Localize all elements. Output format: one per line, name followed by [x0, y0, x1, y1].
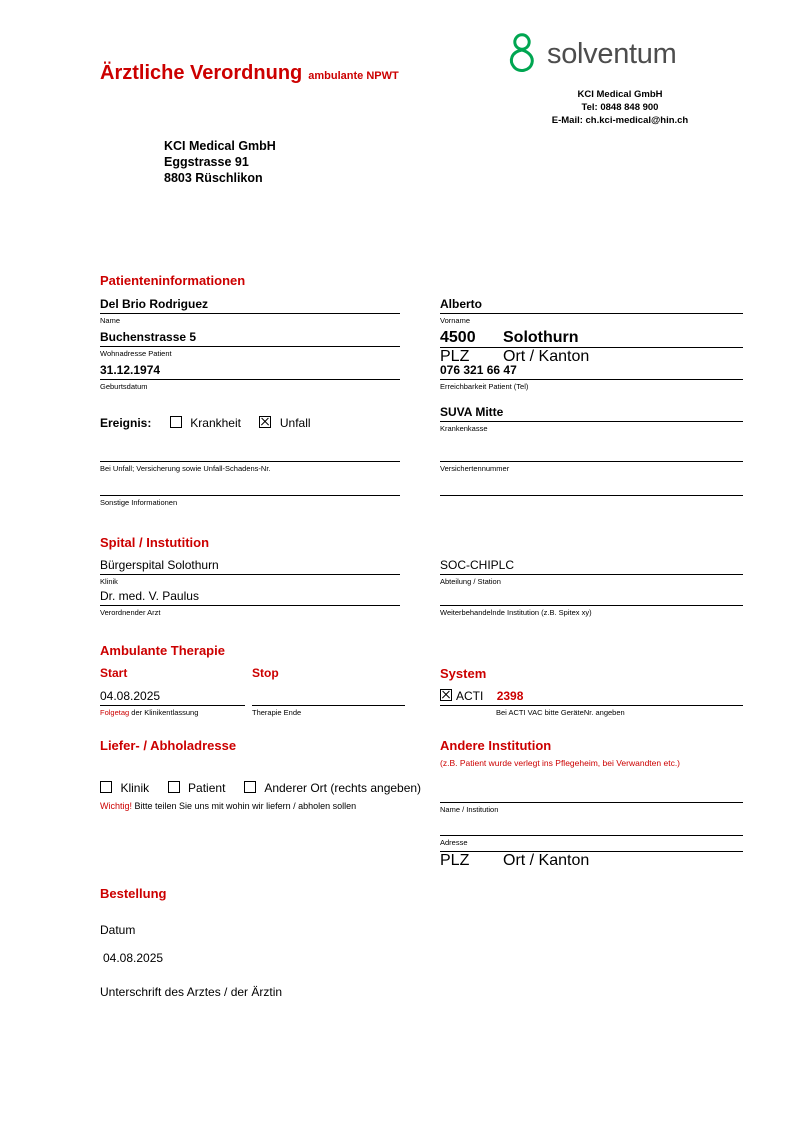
label-start: Start: [100, 666, 128, 680]
section-title-system: System: [440, 666, 487, 681]
delivery-options: [100, 779, 421, 797]
system-number[interactable]: 2398: [496, 689, 524, 703]
field-right-blank: [440, 478, 743, 496]
field-sonstige-informationen: [100, 478, 400, 508]
field-start: [100, 688, 245, 718]
checkbox-unfall[interactable]: [259, 416, 271, 428]
field-unfall-versicherung-value[interactable]: [100, 444, 400, 461]
delivery-note: [100, 801, 356, 811]
field-krankenkasse-value[interactable]: SUVA Mitte: [440, 405, 504, 419]
field-andere-adresse-value[interactable]: [440, 818, 743, 835]
field-andere-ort-caption: Ort / Kanton: [503, 852, 590, 869]
field-system-caption: Bei ACTI VAC bitte GeräteNr. angeben: [496, 708, 625, 717]
value-datum[interactable]: 04.08.2025: [103, 951, 164, 965]
contact-company: KCI Medical GmbH: [577, 89, 663, 100]
field-address-caption: Wohnadresse Patient: [100, 349, 172, 358]
label-krankheit: Krankheit: [190, 416, 241, 430]
company-contact: [470, 88, 770, 127]
field-plz-ort: [440, 329, 743, 366]
field-vorname-caption: Vorname: [440, 316, 471, 325]
checkbox-lieferung-patient[interactable]: [168, 781, 180, 793]
section-title-therapie: Ambulante Therapie: [100, 643, 225, 658]
field-telefon-value[interactable]: 076 321 66 47: [440, 363, 517, 377]
field-start-value[interactable]: 04.08.2025: [100, 689, 161, 703]
field-versichertennummer: [440, 444, 743, 474]
field-klinik-caption: Klinik: [100, 577, 118, 586]
field-unfall-versicherung: [100, 444, 400, 474]
field-birthdate-caption: Geburtsdatum: [100, 382, 148, 391]
sender-line-3: 8803 Rüschlikon: [164, 171, 263, 185]
field-sonstige-value[interactable]: [100, 478, 400, 495]
field-name: [100, 296, 400, 326]
field-andere-plz-ort: [440, 851, 743, 870]
field-arzt: [100, 588, 400, 618]
field-andere-name-caption: Name / Institution: [440, 805, 499, 814]
section-title-spital: Spital / Instutition: [100, 535, 210, 550]
checkbox-system-acti[interactable]: [440, 689, 452, 701]
field-birthdate-value[interactable]: 31.12.1974: [100, 363, 161, 377]
label-stop: Stop: [252, 666, 279, 680]
label-unfall: Unfall: [279, 416, 311, 430]
section-title-bestellung: Bestellung: [100, 886, 167, 901]
contact-email: E-Mail: ch.kci-medical@hin.ch: [551, 115, 689, 126]
sender-line-2: Eggstrasse 91: [164, 155, 249, 169]
field-vorname-value[interactable]: Alberto: [440, 297, 482, 311]
field-weiterbehandelnde-value[interactable]: [440, 588, 743, 605]
field-klinik-value[interactable]: Bürgerspital Solothurn: [100, 558, 219, 572]
delivery-note-text: Bitte teilen Sie uns mit wohin wir liefern / abholen sollen: [132, 801, 357, 811]
delivery-note-highlight: Wichtig!: [100, 801, 133, 811]
field-klinik: [100, 557, 400, 587]
field-plz-caption: PLZ: [440, 348, 470, 365]
event-label: Ereignis:: [100, 416, 152, 430]
label-lieferung-patient: Patient: [188, 781, 226, 795]
field-address-value[interactable]: Buchenstrasse 5: [100, 330, 197, 344]
field-abteilung-caption: Abteilung / Station: [440, 577, 501, 586]
checkbox-lieferung-anderer-ort[interactable]: [244, 781, 256, 793]
field-krankenkasse: [440, 404, 743, 434]
checkbox-lieferung-klinik[interactable]: [100, 781, 112, 793]
field-abteilung-value[interactable]: SOC-CHIPLC: [440, 558, 515, 572]
field-abteilung: [440, 557, 743, 587]
field-andere-plz-caption: PLZ: [440, 852, 470, 869]
contact-phone: Tel: 0848 848 900: [581, 102, 659, 113]
field-versichertennummer-caption: Versichertennummer: [440, 464, 510, 473]
sender-line-1: KCI Medical GmbH: [164, 139, 276, 153]
field-weiterbehandelnde-caption: Weiterbehandelnde Institution (z.B. Spitex xy): [440, 608, 592, 617]
field-andere-adresse: [440, 818, 743, 848]
section-title-lieferadresse: Liefer- / Abholadresse: [100, 738, 237, 753]
field-ort-caption: Ort / Kanton: [503, 348, 590, 365]
field-unfall-versicherung-caption: Bei Unfall; Versicherung sowie Unfall-Schadens-Nr.: [100, 464, 271, 473]
field-versichertennummer-value[interactable]: [440, 444, 743, 461]
andere-institution-hint: (z.B. Patient wurde verlegt ins Pflegeheim, bei Verwandten etc.): [440, 758, 681, 768]
field-sonstige-caption: Sonstige Informationen: [100, 498, 178, 507]
label-lieferung-klinik: Klinik: [120, 781, 150, 795]
section-title-andere-institution: Andere Institution: [440, 738, 552, 753]
field-arzt-caption: Verordnender Arzt: [100, 608, 161, 617]
label-lieferung-anderer-ort: Anderer Ort (rechts angeben): [264, 781, 422, 795]
solventum-logo-icon: [505, 33, 539, 75]
field-ort-value[interactable]: Solothurn: [503, 329, 579, 346]
field-start-caption: [100, 706, 245, 718]
field-address: [100, 329, 400, 359]
field-weiterbehandelnde-institution: [440, 588, 743, 618]
label-unterschrift: Unterschrift des Arztes / der Ärztin: [100, 985, 283, 999]
brand-logo: [505, 33, 676, 75]
field-arzt-value[interactable]: Dr. med. V. Paulus: [100, 589, 199, 603]
field-stop-caption: Therapie Ende: [252, 708, 302, 717]
checkbox-krankheit[interactable]: [170, 416, 182, 428]
field-system: [440, 688, 743, 718]
field-andere-name-value[interactable]: [440, 785, 743, 802]
system-name: ACTI: [456, 689, 484, 703]
field-andere-name: [440, 785, 743, 815]
field-name-caption: Name: [100, 316, 121, 325]
field-plz-value[interactable]: 4500: [440, 329, 476, 346]
section-title-patient: Patienteninformationen: [100, 273, 246, 288]
page-subtitle: ambulante NPWT: [308, 70, 399, 82]
field-birthdate: [100, 362, 400, 392]
field-system-value[interactable]: [440, 688, 743, 705]
field-krankenkasse-caption: Krankenkasse: [440, 424, 488, 433]
field-telefon: [440, 362, 743, 392]
field-stop: [252, 688, 405, 718]
brand-name: solventum: [547, 37, 677, 70]
document-title-block: [100, 62, 399, 85]
field-name-value[interactable]: Del Brio Rodriguez: [100, 297, 209, 311]
field-start-caption-red: Folgetag: [100, 708, 130, 717]
field-vorname: [440, 296, 743, 326]
sender-address: [164, 138, 276, 186]
field-telefon-caption: Erreichbarkeit Patient (Tel): [440, 382, 529, 391]
field-start-caption-rest: der Klinikentlassung: [129, 708, 199, 717]
event-row: [100, 414, 311, 432]
label-datum: Datum: [100, 923, 136, 937]
page-title: Ärztliche Verordnung: [100, 62, 303, 84]
field-andere-adresse-caption: Adresse: [440, 838, 468, 847]
field-stop-value[interactable]: [252, 688, 405, 705]
